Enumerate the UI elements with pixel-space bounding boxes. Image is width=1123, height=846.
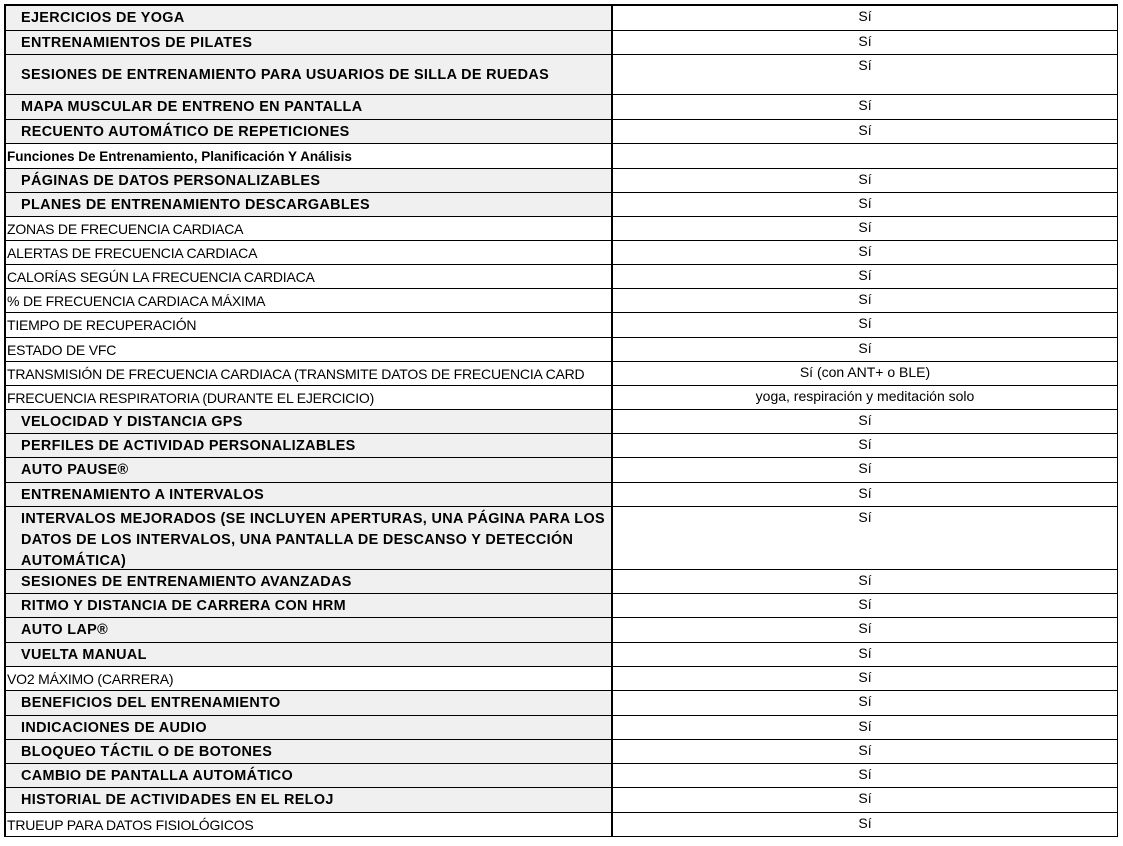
feature-label: ENTRENAMIENTOS DE PILATES bbox=[4, 31, 613, 54]
feature-value: Sí bbox=[613, 507, 1118, 569]
feature-value: Sí bbox=[613, 458, 1118, 482]
table-row bbox=[4, 594, 1118, 618]
feature-label: SESIONES DE ENTRENAMIENTO PARA USUARIOS DE SILLA DE RUEDAS bbox=[4, 55, 613, 94]
feature-value: Sí bbox=[613, 691, 1118, 715]
table-row bbox=[4, 570, 1118, 594]
feature-value: Sí bbox=[613, 193, 1118, 216]
feature-label: AUTO LAP® bbox=[4, 618, 613, 642]
feature-value: Sí bbox=[613, 483, 1118, 506]
feature-table bbox=[4, 4, 1118, 837]
feature-value: Sí bbox=[613, 6, 1118, 30]
feature-value: yoga, respiración y meditación solo bbox=[613, 386, 1118, 409]
table-row bbox=[4, 144, 1118, 169]
feature-label: CAMBIO DE PANTALLA AUTOMÁTICO bbox=[4, 764, 613, 787]
feature-value: Sí bbox=[613, 813, 1118, 836]
table-row bbox=[4, 241, 1118, 265]
feature-value: Sí bbox=[613, 313, 1118, 337]
table-row bbox=[4, 289, 1118, 313]
table-row bbox=[4, 193, 1118, 217]
table-row bbox=[4, 643, 1118, 667]
feature-label: AUTO PAUSE® bbox=[4, 458, 613, 482]
feature-value: Sí bbox=[613, 643, 1118, 666]
table-row bbox=[4, 434, 1118, 458]
table-row bbox=[4, 362, 1118, 386]
feature-value: Sí bbox=[613, 289, 1118, 312]
feature-value: Sí bbox=[613, 434, 1118, 457]
table-row bbox=[4, 169, 1118, 193]
feature-label: ZONAS DE FRECUENCIA CARDIACA bbox=[4, 217, 613, 240]
feature-label: CALORÍAS SEGÚN LA FRECUENCIA CARDIACA bbox=[4, 265, 613, 288]
table-row bbox=[4, 6, 1118, 31]
feature-label: ESTADO DE VFC bbox=[4, 338, 613, 361]
feature-value: Sí bbox=[613, 95, 1118, 119]
table-row bbox=[4, 386, 1118, 410]
table-row bbox=[4, 95, 1118, 120]
feature-label: TRUEUP PARA DATOS FISIOLÓGICOS bbox=[4, 813, 613, 836]
feature-label: MAPA MUSCULAR DE ENTRENO EN PANTALLA bbox=[4, 95, 613, 119]
table-row bbox=[4, 410, 1118, 434]
table-row bbox=[4, 483, 1118, 507]
feature-label: BENEFICIOS DEL ENTRENAMIENTO bbox=[4, 691, 613, 715]
feature-label: Funciones De Entrenamiento, Planificación Y Análisis bbox=[4, 144, 613, 168]
table-row bbox=[4, 618, 1118, 643]
table-row bbox=[4, 313, 1118, 338]
table-row bbox=[4, 740, 1118, 764]
feature-value: Sí bbox=[613, 764, 1118, 787]
feature-label: ENTRENAMIENTO A INTERVALOS bbox=[4, 483, 613, 506]
feature-label: PÁGINAS DE DATOS PERSONALIZABLES bbox=[4, 169, 613, 192]
feature-value: Sí bbox=[613, 217, 1118, 240]
feature-label: % DE FRECUENCIA CARDIACA MÁXIMA bbox=[4, 289, 613, 312]
feature-label: BLOQUEO TÁCTIL O DE BOTONES bbox=[4, 740, 613, 763]
feature-value: Sí bbox=[613, 570, 1118, 593]
feature-label: TRANSMISIÓN DE FRECUENCIA CARDIACA (TRANSMITE DATOS DE FRECUENCIA CARD bbox=[4, 362, 613, 385]
feature-label: VUELTA MANUAL bbox=[4, 643, 613, 666]
feature-value: Sí bbox=[613, 618, 1118, 642]
feature-label: VELOCIDAD Y DISTANCIA GPS bbox=[4, 410, 613, 433]
table-row bbox=[4, 813, 1118, 837]
feature-value: Sí bbox=[613, 241, 1118, 264]
table-row bbox=[4, 691, 1118, 716]
feature-label: INDICACIONES DE AUDIO bbox=[4, 716, 613, 739]
feature-label: SESIONES DE ENTRENAMIENTO AVANZADAS bbox=[4, 570, 613, 593]
feature-value: Sí bbox=[613, 55, 1118, 94]
table-row bbox=[4, 788, 1118, 813]
feature-label: RITMO Y DISTANCIA DE CARRERA CON HRM bbox=[4, 594, 613, 617]
feature-label: PLANES DE ENTRENAMIENTO DESCARGABLES bbox=[4, 193, 613, 216]
feature-value: Sí bbox=[613, 169, 1118, 192]
table-row bbox=[4, 55, 1118, 95]
feature-value: Sí bbox=[613, 788, 1118, 812]
feature-value: Sí bbox=[613, 740, 1118, 763]
table-row bbox=[4, 120, 1118, 144]
table-row bbox=[4, 458, 1118, 483]
feature-value: Sí bbox=[613, 120, 1118, 143]
feature-value: Sí bbox=[613, 31, 1118, 54]
feature-value: Sí bbox=[613, 265, 1118, 288]
feature-value: Sí bbox=[613, 594, 1118, 617]
feature-value: Sí bbox=[613, 716, 1118, 739]
feature-label: HISTORIAL DE ACTIVIDADES EN EL RELOJ bbox=[4, 788, 613, 812]
table-row bbox=[4, 265, 1118, 289]
feature-label: RECUENTO AUTOMÁTICO DE REPETICIONES bbox=[4, 120, 613, 143]
feature-value: Sí bbox=[613, 338, 1118, 361]
feature-value bbox=[613, 144, 1118, 168]
feature-label: VO2 MÁXIMO (CARRERA) bbox=[4, 667, 613, 690]
feature-label: FRECUENCIA RESPIRATORIA (DURANTE EL EJERCICIO) bbox=[4, 386, 613, 409]
table-row bbox=[4, 667, 1118, 691]
feature-label: EJERCICIOS DE YOGA bbox=[4, 6, 613, 30]
table-row bbox=[4, 217, 1118, 241]
feature-label: PERFILES DE ACTIVIDAD PERSONALIZABLES bbox=[4, 434, 613, 457]
feature-value: Sí bbox=[613, 410, 1118, 433]
table-row bbox=[4, 338, 1118, 362]
feature-label: INTERVALOS MEJORADOS (SE INCLUYEN APERTURAS, UNA PÁGINA PARA LOS DATOS DE LOS INTERVALOS, UNA PANTALLA DE DESCANSO Y DETECCIÓN AUTOMÁTICA) bbox=[4, 507, 613, 569]
table-row bbox=[4, 507, 1118, 570]
table-row bbox=[4, 764, 1118, 788]
feature-value: Sí bbox=[613, 667, 1118, 690]
feature-label: TIEMPO DE RECUPERACIÓN bbox=[4, 313, 613, 337]
feature-value: Sí (con ANT+ o BLE) bbox=[613, 362, 1118, 385]
table-row bbox=[4, 716, 1118, 740]
feature-label: ALERTAS DE FRECUENCIA CARDIACA bbox=[4, 241, 613, 264]
table-row bbox=[4, 31, 1118, 55]
